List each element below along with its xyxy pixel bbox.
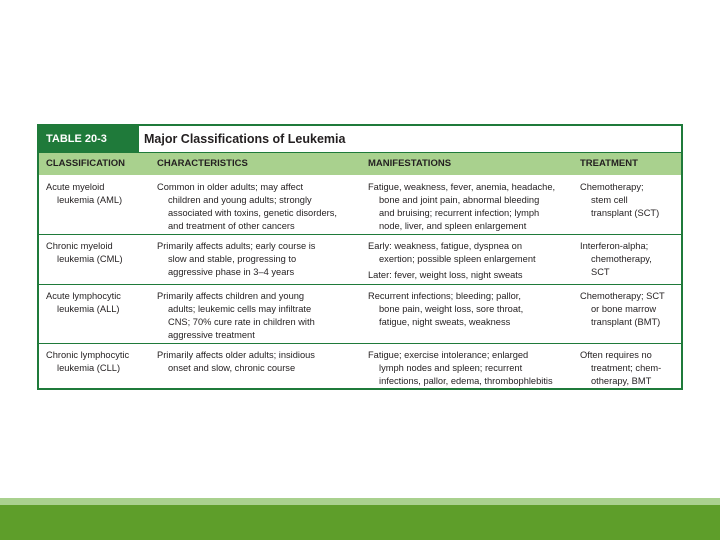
cell-line: chemotherapy, — [591, 254, 652, 264]
treatment-cell — [573, 181, 681, 234]
characteristics-cell — [150, 181, 361, 234]
cell-line: fatigue, night sweats, weakness — [379, 317, 511, 327]
cell-line: leukemia (CML) — [57, 254, 123, 264]
cell-line: bone and joint pain, abnormal bleeding — [379, 195, 540, 205]
cell-line: Chronic lymphocytic — [46, 350, 130, 360]
footer-bar — [0, 505, 720, 540]
table-title: Major Classifications of Leukemia — [144, 132, 346, 146]
cell-line: transplant (SCT) — [591, 208, 660, 218]
table-row — [39, 235, 681, 285]
cell-line: leukemia (ALL) — [57, 304, 120, 314]
cell-line: infections, pallor, edema, thrombophlebitis — [379, 376, 553, 386]
cell-line: Fatigue; exercise intolerance; enlarged — [368, 350, 529, 360]
cell-line: Later: fever, weight loss, night sweats — [368, 270, 523, 280]
table-row — [39, 285, 681, 344]
cell-line: onset and slow, chronic course — [168, 363, 296, 373]
cell-line: associated with toxins, genetic disorders, — [168, 208, 337, 218]
manifestations-cell — [361, 240, 573, 284]
classification-cell — [39, 181, 150, 234]
cell-line: Often requires no — [580, 350, 652, 360]
header-manifestations: MANIFESTATIONS — [368, 158, 452, 169]
leukemia-table — [37, 124, 683, 390]
cell-line: Primarily affects children and young — [157, 291, 305, 301]
manifestations-cell — [361, 290, 573, 343]
cell-line: bone pain, weight loss, sore throat, — [379, 304, 524, 314]
table-row — [39, 175, 681, 235]
table-header-row — [39, 153, 681, 175]
cell-line: Acute lymphocytic — [46, 291, 121, 301]
characteristics-cell — [150, 290, 361, 343]
cell-line: aggressive phase in 3–4 years — [168, 267, 295, 277]
cell-line: leukemia (AML) — [57, 195, 123, 205]
treatment-cell — [573, 240, 681, 284]
cell-line: and treatment of other cancers — [168, 221, 295, 231]
cell-line: or bone marrow — [591, 304, 657, 314]
manifestations-cell — [361, 349, 573, 389]
classification-cell — [39, 349, 150, 389]
cell-line: adults; leukemic cells may infiltrate — [168, 304, 312, 314]
header-characteristics: CHARACTERISTICS — [157, 158, 248, 169]
characteristics-cell — [150, 349, 361, 389]
cell-line: Chemotherapy; — [580, 182, 644, 192]
table-number: TABLE 20-3 — [39, 126, 139, 152]
classification-cell — [39, 290, 150, 343]
cell-line: Early: weakness, fatigue, dyspnea on — [368, 241, 523, 251]
cell-line: Common in older adults; may affect — [157, 182, 304, 192]
cell-line: and bruising; recurrent infection; lymph — [379, 208, 540, 218]
cell-line: leukemia (CLL) — [57, 363, 121, 373]
cell-line: slow and stable, progressing to — [168, 254, 297, 264]
treatment-cell — [573, 290, 681, 343]
header-treatment: TREATMENT — [580, 158, 638, 169]
table-title-row — [39, 126, 681, 153]
cell-line: Fatigue, weakness, fever, anemia, headache, — [368, 182, 556, 192]
cell-line: children and young adults; strongly — [168, 195, 312, 205]
cell-line: Interferon-alpha; — [580, 241, 649, 251]
cell-line: Chronic myeloid — [46, 241, 113, 251]
treatment-cell — [573, 349, 681, 389]
cell-line: Acute myeloid — [46, 182, 105, 192]
manifestations-cell — [361, 181, 573, 234]
cell-line: node, liver, and spleen enlargement — [379, 221, 527, 231]
cell-line: lymph nodes and spleen; recurrent — [379, 363, 523, 373]
cell-line: Chemotherapy; SCT — [580, 291, 665, 301]
cell-line: CNS; 70% cure rate in children with — [168, 317, 315, 327]
cell-line: treatment; chem- — [591, 363, 662, 373]
cell-line: stem cell — [591, 195, 628, 205]
cell-line: SCT — [591, 267, 610, 277]
cell-line: aggressive treatment — [168, 330, 255, 340]
cell-line: otherapy, BMT — [591, 376, 652, 386]
cell-line: transplant (BMT) — [591, 317, 661, 327]
characteristics-cell — [150, 240, 361, 284]
cell-line: exertion; possible spleen enlargement — [379, 254, 536, 264]
cell-line: Recurrent infections; bleeding; pallor, — [368, 291, 521, 301]
footer-stripe-light — [0, 498, 720, 505]
table-row — [39, 344, 681, 389]
cell-line: Primarily affects adults; early course is — [157, 241, 316, 251]
cell-line: Primarily affects older adults; insidious — [157, 350, 315, 360]
classification-cell — [39, 240, 150, 284]
header-classification: CLASSIFICATION — [46, 158, 125, 169]
